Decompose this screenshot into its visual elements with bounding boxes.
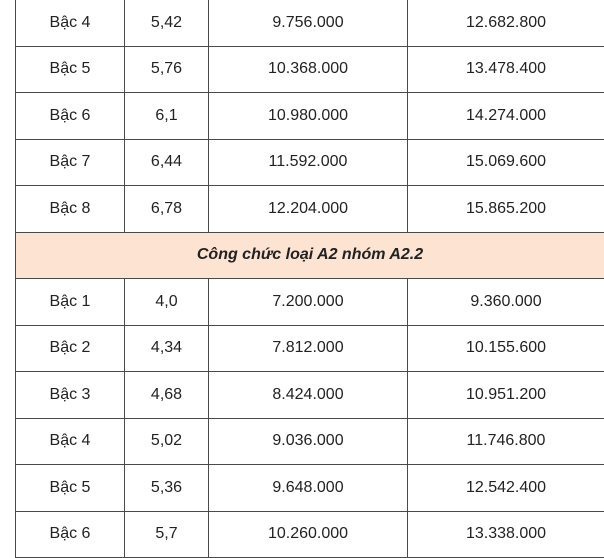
grade-cell: Bậc 5	[16, 46, 125, 93]
coefficient-cell: 4,68	[125, 372, 209, 419]
coefficient-cell: 6,1	[125, 93, 209, 140]
grade-cell: Bậc 8	[16, 186, 125, 233]
table-row	[16, 0, 604, 46]
coefficient-cell: 4,34	[125, 325, 209, 372]
grade-cell: Bậc 6	[16, 93, 125, 140]
table-row	[16, 279, 604, 326]
salary-new-cell: 14.274.000	[408, 93, 604, 140]
salary-new-cell: 15.069.600	[408, 139, 604, 186]
group-heading: Công chức loại A2 nhóm A2.2	[16, 232, 604, 279]
table-row	[16, 139, 604, 186]
table-row	[16, 465, 604, 512]
grade-cell: Bậc 4	[16, 0, 125, 46]
salary-table-body	[16, 0, 604, 558]
grade-cell: Bậc 4	[16, 418, 125, 465]
salary-current-cell: 7.812.000	[209, 325, 408, 372]
coefficient-cell: 6,78	[125, 186, 209, 233]
grade-cell: Bậc 3	[16, 372, 125, 419]
grade-cell: Bậc 5	[16, 465, 125, 512]
salary-new-cell: 12.542.400	[408, 465, 604, 512]
table-row	[16, 186, 604, 233]
salary-new-cell: 12.682.800	[408, 0, 604, 46]
salary-current-cell: 9.756.000	[209, 0, 408, 46]
salary-current-cell: 10.980.000	[209, 93, 408, 140]
salary-new-cell: 10.951.200	[408, 372, 604, 419]
table-row	[16, 372, 604, 419]
table-row	[16, 511, 604, 558]
salary-new-cell: 9.360.000	[408, 279, 604, 326]
salary-new-cell: 13.338.000	[408, 511, 604, 558]
salary-new-cell: 10.155.600	[408, 325, 604, 372]
salary-current-cell: 7.200.000	[209, 279, 408, 326]
salary-new-cell: 13.478.400	[408, 46, 604, 93]
coefficient-cell: 5,42	[125, 0, 209, 46]
salary-new-cell: 15.865.200	[408, 186, 604, 233]
salary-table	[15, 0, 604, 558]
salary-current-cell: 12.204.000	[209, 186, 408, 233]
grade-cell: Bậc 2	[16, 325, 125, 372]
salary-current-cell: 9.648.000	[209, 465, 408, 512]
coefficient-cell: 5,02	[125, 418, 209, 465]
salary-current-cell: 11.592.000	[209, 139, 408, 186]
table-row	[16, 93, 604, 140]
table-row	[16, 46, 604, 93]
grade-cell: Bậc 7	[16, 139, 125, 186]
salary-current-cell: 10.368.000	[209, 46, 408, 93]
table-row	[16, 325, 604, 372]
table-row	[16, 418, 604, 465]
salary-current-cell: 9.036.000	[209, 418, 408, 465]
coefficient-cell: 6,44	[125, 139, 209, 186]
coefficient-cell: 4,0	[125, 279, 209, 326]
coefficient-cell: 5,7	[125, 511, 209, 558]
group-heading-row	[16, 232, 604, 279]
coefficient-cell: 5,36	[125, 465, 209, 512]
grade-cell: Bậc 6	[16, 511, 125, 558]
coefficient-cell: 5,76	[125, 46, 209, 93]
salary-current-cell: 10.260.000	[209, 511, 408, 558]
grade-cell: Bậc 1	[16, 279, 125, 326]
salary-current-cell: 8.424.000	[209, 372, 408, 419]
salary-new-cell: 11.746.800	[408, 418, 604, 465]
